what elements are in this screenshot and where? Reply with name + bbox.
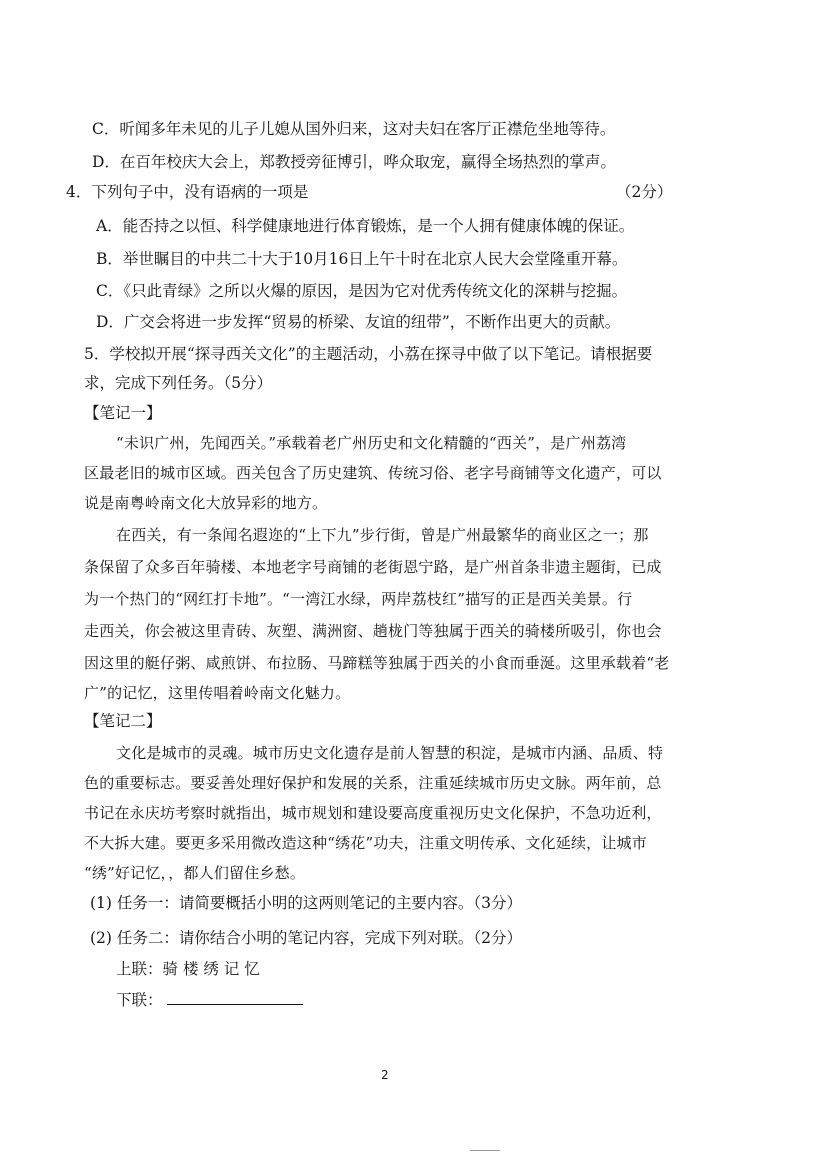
- q4-option-a: A．能否持之以恒、科学健康地进行体育锻炼，是一个人拥有健康体魄的保证。: [96, 217, 635, 235]
- note2-title: 【笔记二】: [84, 712, 162, 730]
- note2-line: “绣”好记忆，，都人们留住乡愁。: [84, 864, 306, 882]
- q4-stem: 4．下列句子中，没有语病的一项是: [66, 183, 309, 201]
- couplet-upper: [116, 959, 260, 979]
- q4-score: （2分）: [616, 183, 673, 201]
- note1-line: 走西关，你会被这里青砖、灰塑、满洲窗、趟栊门等独属于西关的骑楼所吸引，你也会: [84, 622, 662, 640]
- note1-line: 因这里的艇仔粥、咸煎饼、布拉肠、马蹄糕等独属于西关的小食而垂涎。这里承载着“老: [84, 654, 670, 672]
- q4-option-b: B．举世瞩目的中共二十大于10月16日上午十时在北京人民大会堂隆重开幕。: [96, 250, 628, 268]
- q5-stem-line-1: 5．学校拟开展“探寻西关文化”的主题活动，小荔在探寻中做了以下笔记。请根据要: [84, 345, 653, 363]
- note1-line: 为一个热门的“网红打卡地”。“一湾江水绿，两岸荔枝红”描写的正是西关美景。行: [84, 590, 633, 608]
- couplet-lower-answer-blank[interactable]: [167, 990, 303, 1005]
- note2-line: 不大拆大建。要更多采用微改造这种“绣花”功夫，注重文明传承、文化延续，让城市: [84, 834, 647, 852]
- task-2: (2) 任务二：请你结合小明的笔记内容，完成下列对联。（2分）: [90, 929, 522, 947]
- couplet-lower: [116, 990, 303, 1010]
- couplet-upper-text: 骑 楼 绣 记 忆: [162, 960, 260, 978]
- note2-line: 书记在永庆坊考察时就指出，城市规划和建设要高度重视历史文化保护，不急功近利，: [84, 804, 662, 822]
- note1-line: 区最老旧的城市区域。西关包含了历史建筑、传统习俗、老字号商铺等文化遗产，可以: [84, 464, 662, 482]
- note1-title: 【笔记一】: [84, 404, 162, 422]
- q4-option-d: D．广交会将进一步发挥“贸易的桥梁、友谊的纽带”，不断作出更大的贡献。: [96, 313, 621, 331]
- note1-line: “未识广州，先闻西关。”承载着老广州历史和文化精髓的“西关”，是广州荔湾: [116, 434, 627, 452]
- couplet-upper-label: 上联：: [116, 960, 163, 978]
- task-1: (1) 任务一：请简要概括小明的这两则笔记的主要内容。（3分）: [90, 894, 522, 912]
- note2-line: 文化是城市的灵魂。城市历史文化遗存是前人智慧的积淀，是城市内涵、品质、特: [116, 744, 664, 762]
- note1-line: 说是南粤岭南文化大放异彩的地方。: [84, 494, 328, 512]
- page-number: 2: [381, 1068, 389, 1082]
- q3-option-c: C．听闻多年未见的儿子儿媳从国外归来，这对夫妇在客厅正襟危坐地等待。: [92, 120, 616, 138]
- q4-option-c: C．《只此青绿》之所以火爆的原因，是因为它对优秀传统文化的深耕与挖掘。: [96, 282, 628, 300]
- note2-line: 色的重要标志。要妥善处理好保护和发展的关系，注重延续城市历史文脉。两年前，总: [84, 774, 662, 792]
- scan-artifact: [470, 1150, 500, 1151]
- note1-line: 条保留了众多百年骑楼、本地老字号商铺的老街恩宁路，是广州首条非遗主题街，已成: [84, 558, 662, 576]
- q5-stem-line-2: 求，完成下列任务。（5分）: [84, 374, 273, 392]
- couplet-lower-label: 下联：: [116, 991, 163, 1009]
- note1-line: 广”的记忆，这里传唱着岭南文化魅力。: [84, 684, 351, 702]
- q3-option-d: D．在百年校庆大会上，郑教授旁征博引，哗众取宠，赢得全场热烈的掌声。: [92, 153, 616, 171]
- note1-line: 在西关，有一条闻名遐迩的“上下九”步行街，曾是广州最繁华的商业区之一；那: [116, 526, 649, 544]
